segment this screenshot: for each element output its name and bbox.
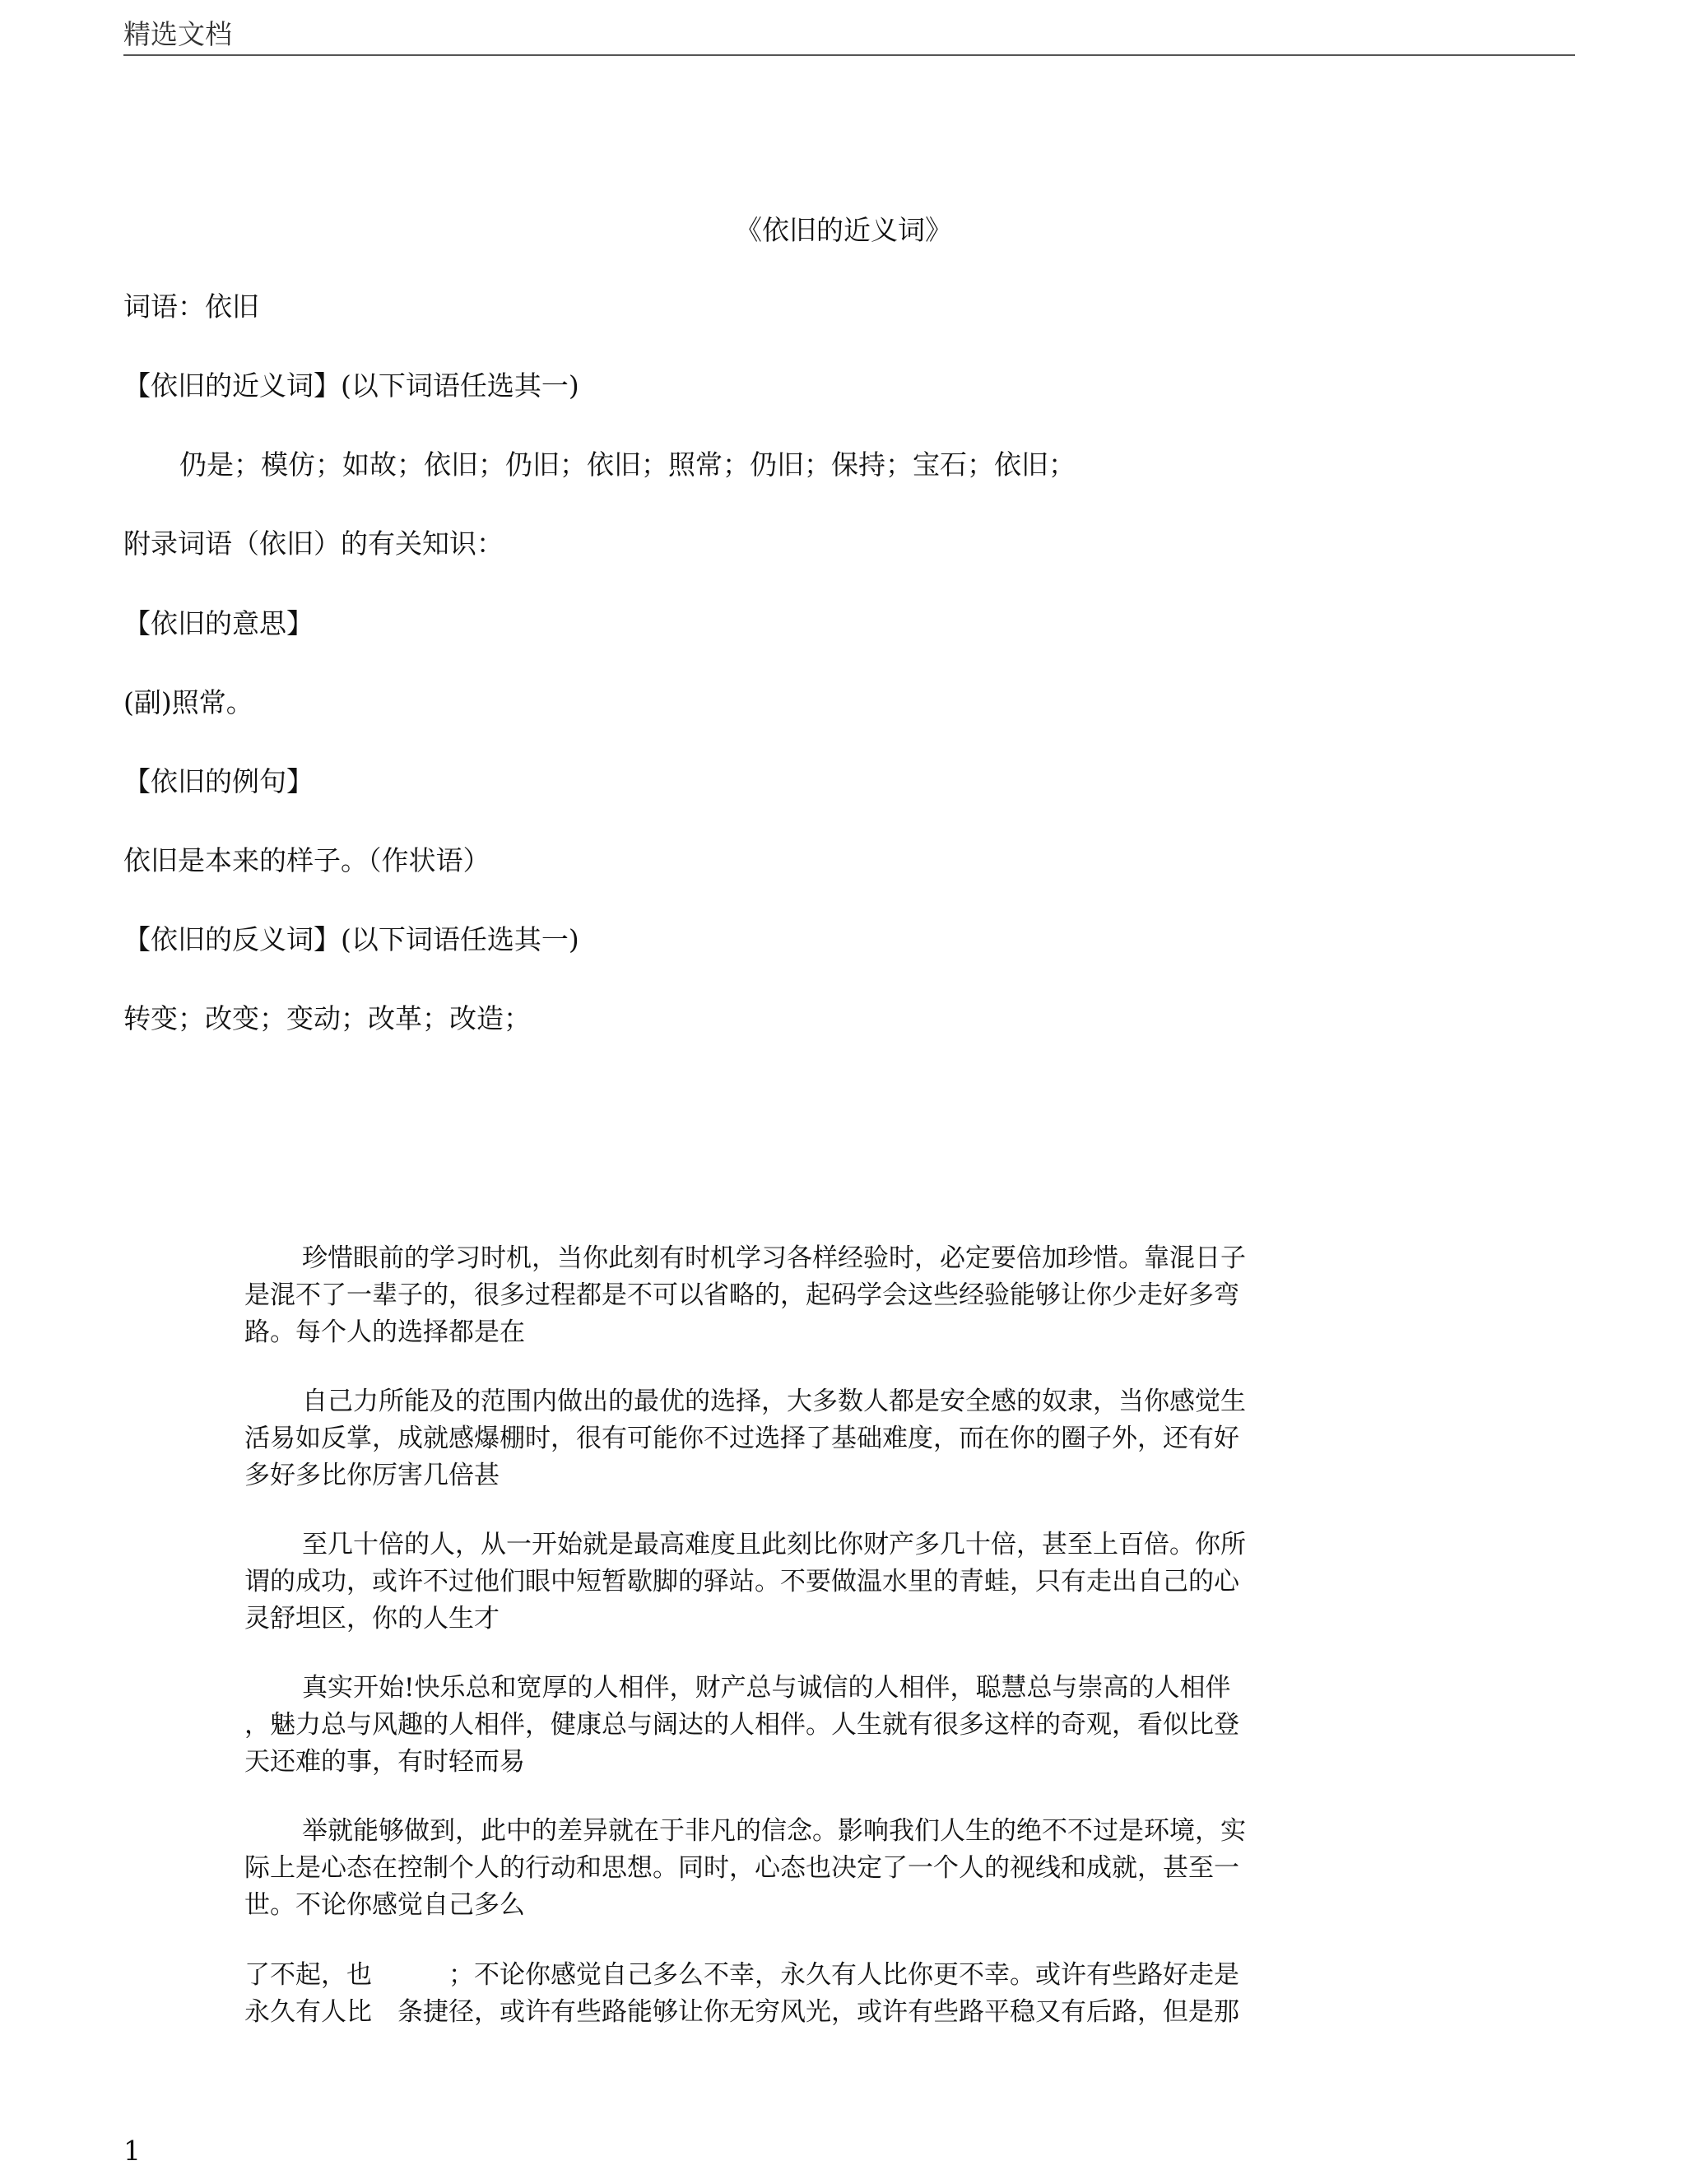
antonyms-heading: 【依旧的反义词】(以下词语任选其一) — [123, 923, 579, 955]
essay-paragraph — [244, 1240, 1331, 1351]
word-line: 词语：依旧 — [123, 290, 259, 323]
essay-line: 天还难的事，有时轻而易 — [244, 1747, 525, 1777]
essay-line: 路。每个人的选择都是在 — [244, 1317, 525, 1347]
essay-line: 真实开始!快乐总和宽厚的人相伴，财产总与诚信的人相伴，聪慧总与崇高的人相伴 — [302, 1673, 1231, 1703]
essay-paragraph — [244, 1957, 1331, 2031]
page-number: 1 — [123, 2135, 141, 2167]
essay-line: 珍惜眼前的学习时机，当你此刻有时机学习各样经验时，必定要倍加珍惜。靠混日子 — [302, 1243, 1246, 1273]
essay-line: 永久有人比 条捷径，或许有些路能够让你无穷风光，或许有些路平稳又有后路，但是那 — [244, 1997, 1239, 2027]
synonyms-list: 仍是；模仿；如故；依旧；仍旧；依旧；照常；仍旧；保持；宝石；依旧； — [179, 448, 1076, 481]
example-text: 依旧是本来的样子。（作状语） — [123, 844, 490, 876]
essay-line: 世。不论你感觉自己多么 — [244, 1890, 525, 1920]
essay-line: 际上是心态在控制个人的行动和思想。同时，心态也决定了一个人的视线和成就，甚至一 — [244, 1853, 1239, 1883]
antonyms-list: 转变；改变；变动；改革；改造； — [123, 1002, 531, 1034]
essay-line: 举就能够做到，此中的差异就在于非凡的信念。影响我们人生的绝不不过是环境，实 — [302, 1816, 1246, 1846]
essay-line: 多好多比你厉害几倍甚 — [244, 1461, 500, 1490]
essay-line: 谓的成功，或许不过他们眼中短暂歇脚的驿站。不要做温水里的青蛙，只有走出自己的心 — [244, 1567, 1239, 1596]
essay-paragraph — [244, 1670, 1331, 1781]
essay-line: ，魅力总与风趣的人相伴，健康总与阔达的人相伴。人生就有很多这样的奇观，看似比登 — [244, 1710, 1239, 1740]
essay-line: 至几十倍的人，从一开始就是最高难度且此刻比你财产多几十倍，甚至上百倍。你所 — [302, 1530, 1246, 1559]
header-divider — [123, 54, 1575, 56]
essay-line: 是混不了一辈子的，很多过程都是不可以省略的，起码学会这些经验能够让你少走好多弯 — [244, 1280, 1239, 1310]
essay-paragraph — [244, 1526, 1331, 1638]
essay-paragraph — [244, 1813, 1331, 1924]
meaning-heading: 【依旧的意思】 — [123, 607, 314, 639]
essay-line: 灵舒坦区，你的人生才 — [244, 1604, 500, 1633]
synonyms-heading: 【依旧的近义词】(以下词语任选其一) — [123, 369, 579, 402]
essay-line: 了不起，也 ；不论你感觉自己多么不幸，永久有人比你更不幸。或许有些路好走是 — [244, 1960, 1239, 1990]
essay-line: 自己力所能及的范围内做出的最优的选择，大多数人都是安全感的奴隶，当你感觉生 — [302, 1387, 1246, 1416]
appendix-heading: 附录词语（依旧）的有关知识： — [123, 527, 504, 560]
essay-paragraph — [244, 1383, 1331, 1494]
page-header-label: 精选文档 — [123, 18, 232, 50]
document-title: 《依旧的近义词》 — [735, 214, 952, 246]
example-heading: 【依旧的例句】 — [123, 765, 314, 797]
meaning-text: (副)照常。 — [123, 686, 253, 718]
essay-line: 活易如反掌，成就感爆棚时，很有可能你不过选择了基础难度，而在你的圈子外，还有好 — [244, 1424, 1239, 1453]
